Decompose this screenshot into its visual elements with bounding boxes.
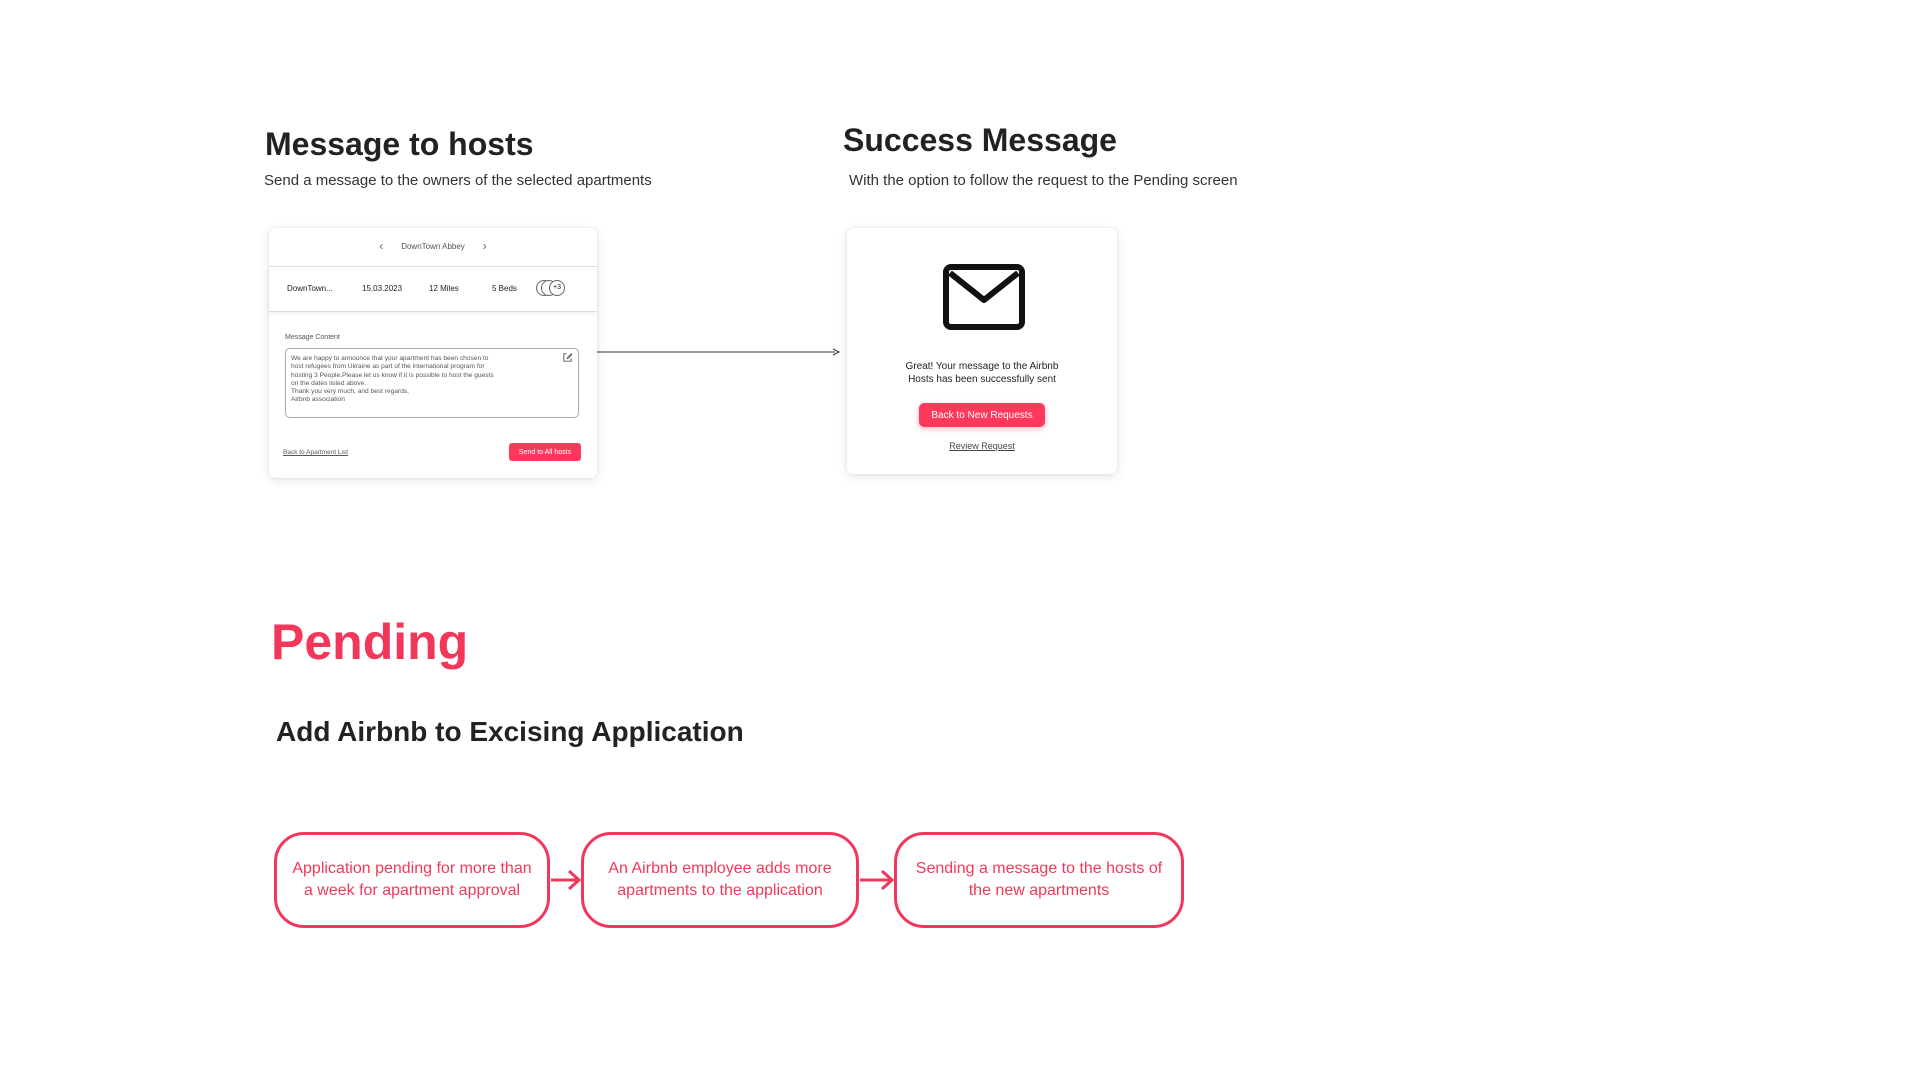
guest-avatars — [536, 279, 570, 297]
message-hosts-card — [269, 228, 597, 478]
mail-icon — [943, 264, 1025, 330]
apartment-distance: 12 Miles — [429, 284, 459, 293]
back-to-apartment-list-link[interactable]: Back to Apartment List — [283, 449, 349, 456]
apartment-date: 15.03.2023 — [362, 284, 403, 293]
pending-title: Pending — [271, 614, 469, 670]
flow-step-3 — [894, 832, 1184, 928]
message-content-textarea[interactable] — [285, 348, 579, 418]
back-to-new-requests-button[interactable]: Back to New Requests — [919, 403, 1045, 427]
message-line: We are happy to announce that your apartment has been chosen to — [291, 355, 489, 362]
success-text-line: Hosts has been successfully sent — [908, 374, 1056, 385]
message-content-label: Message Content — [285, 334, 340, 341]
apartment-beds: 5 Beds — [492, 284, 517, 293]
flow-step-text: Application pending for more than a week for apartment approval — [292, 860, 532, 899]
arrow-right-icon — [858, 866, 896, 894]
flow-step-2 — [581, 832, 859, 928]
success-message-subtitle: With the option to follow the request to the Pending screen — [849, 172, 1238, 189]
message-to-hosts-subtitle: Send a message to the owners of the selected apartments — [264, 172, 652, 189]
message-to-hosts-title: Message to hosts — [265, 126, 534, 162]
flow-step-text: Sending a message to the hosts of the new apartments — [915, 860, 1163, 899]
flow-step-text: An Airbnb employee adds more apartments to the application — [608, 860, 832, 899]
message-line: hosting 3 People.Please let us know if it is possible to host the guests — [291, 371, 494, 379]
pending-subtitle: Add Airbnb to Excising Application — [276, 716, 744, 747]
chevron-right-icon[interactable]: › — [482, 239, 487, 253]
arrow-right-icon — [597, 345, 843, 359]
edit-icon[interactable] — [562, 352, 573, 363]
message-line: Airbnb association — [291, 396, 345, 404]
success-message-title: Success Message — [843, 122, 1117, 158]
message-line: Thank you very much, and best regards, — [291, 388, 410, 396]
arrow-right-icon — [549, 866, 583, 894]
success-text-line: Great! Your message to the Airbnb — [905, 361, 1059, 372]
message-line: on the dates listed above. — [291, 379, 367, 387]
apartment-nav-title: DownTown Abbey — [401, 241, 465, 251]
avatar-more-count: +3 — [549, 280, 565, 296]
apartment-summary-row — [269, 266, 597, 312]
apartment-navigator — [269, 228, 597, 264]
flow-step-1 — [274, 832, 550, 928]
chevron-left-icon[interactable]: ‹ — [379, 239, 384, 253]
review-request-link[interactable]: Review Request — [949, 441, 1015, 451]
apartment-name: DownTown... — [287, 284, 333, 293]
send-to-all-hosts-button[interactable]: Send to All hosts — [509, 443, 581, 461]
message-line: host refugees from Ukraine as part of the international program for — [291, 363, 485, 371]
success-text — [847, 360, 1117, 386]
success-card — [847, 228, 1117, 474]
